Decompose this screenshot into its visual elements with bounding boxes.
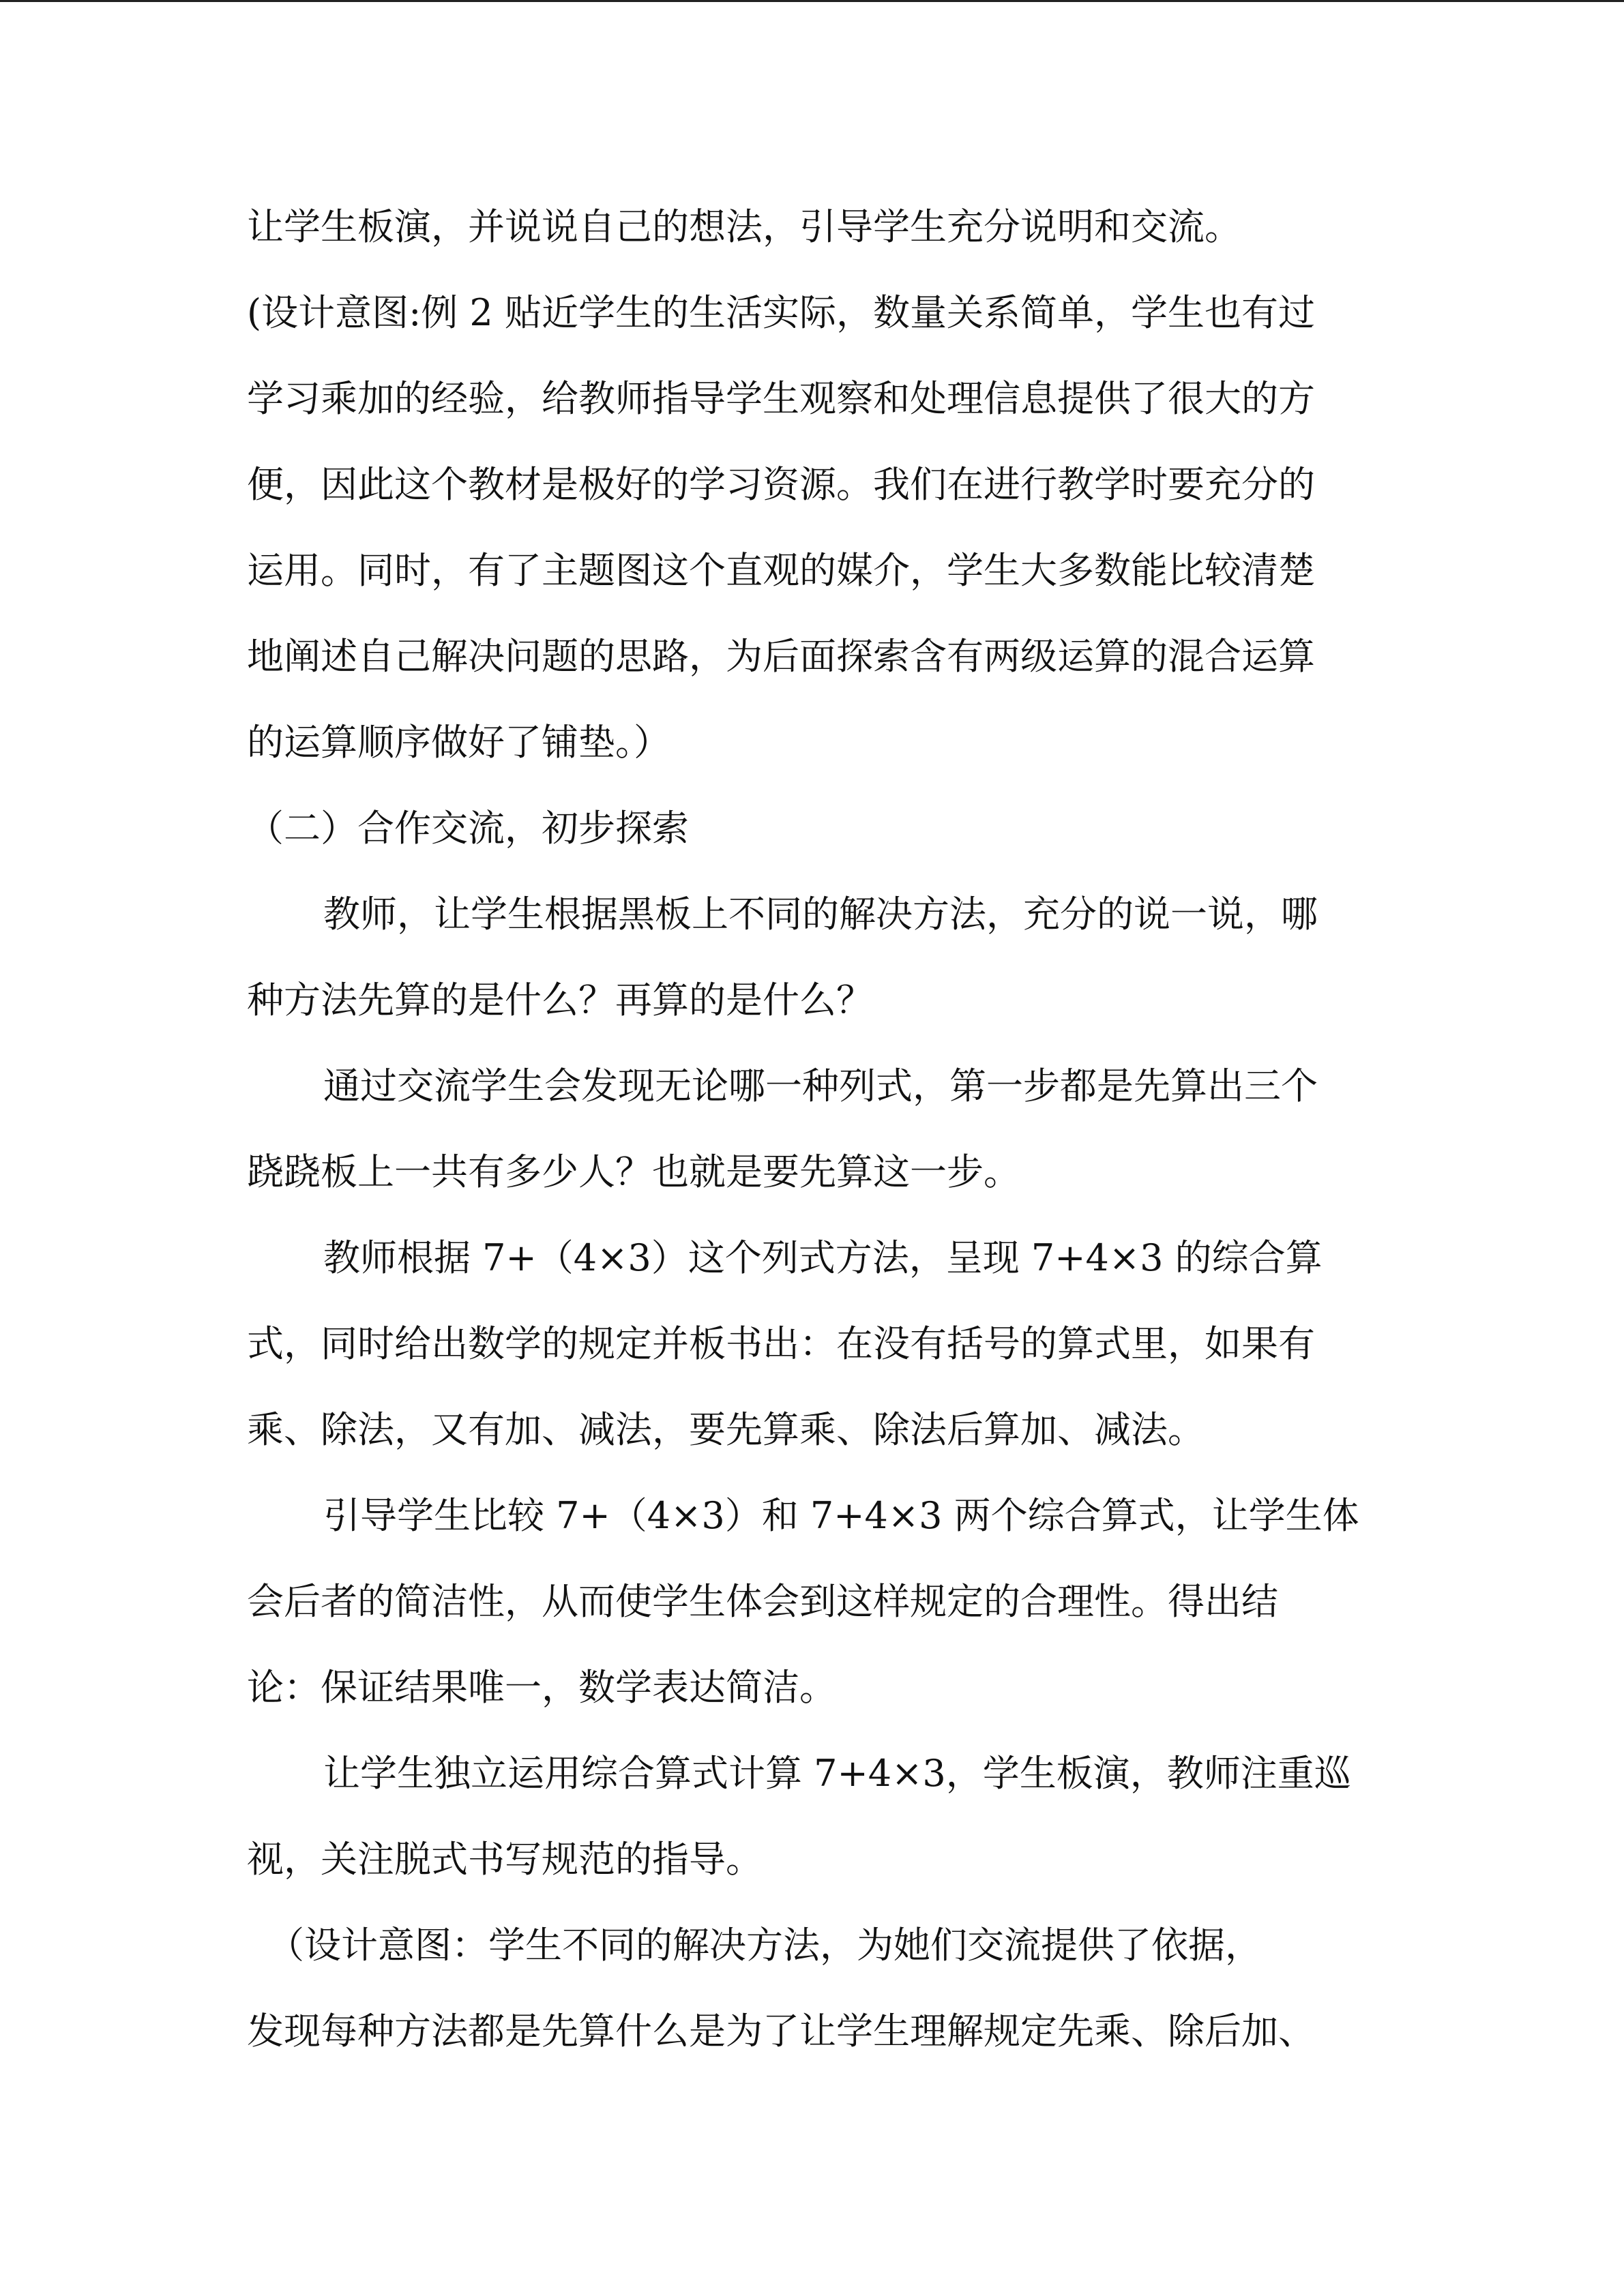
page-top-border xyxy=(0,0,1624,2)
text-line: 式，同时给出数学的规定并板书出：在没有括号的算式里，如果有 xyxy=(247,1322,1315,1365)
text-line: 发现每种方法都是先算什么是为了让学生理解规定先乘、除后加、 xyxy=(247,2010,1315,2053)
text-line: 视，关注脱式书写规范的指导。 xyxy=(247,1838,763,1881)
text-line: 引导学生比较 7+（4×3）和 7+4×3 两个综合算式，让学生体 xyxy=(323,1494,1359,1537)
section-heading: （二）合作交流，初步探索 xyxy=(247,807,689,850)
text-line: 种方法先算的是什么？再算的是什么？ xyxy=(247,979,873,1022)
text-line: 跷跷板上一共有多少人？也就是要先算这一步。 xyxy=(247,1150,1020,1193)
text-line: （设计意图：学生不同的解决方法，为她们交流提供了依据， xyxy=(267,1924,1262,1967)
text-line: 运用。同时，有了主题图这个直观的媒介，学生大多数能比较清楚 xyxy=(247,549,1315,592)
text-line: 的运算顺序做好了铺垫。） xyxy=(247,721,670,764)
text-line: (设计意图:例 2 贴近学生的生活实际，数量关系简单，学生也有过 xyxy=(247,291,1315,334)
text-line: 教师，让学生根据黑板上不同的解决方法，充分的说一说，哪 xyxy=(323,893,1318,936)
text-line: 让学生独立运用综合算式计算 7+4×3，学生板演，教师注重巡 xyxy=(323,1752,1351,1795)
text-line: 会后者的简洁性，从而使学生体会到这样规定的合理性。得出结 xyxy=(247,1580,1278,1623)
text-line: 让学生板演，并说说自己的想法，引导学生充分说明和交流。 xyxy=(247,205,1241,248)
text-line: 学习乘加的经验，给教师指导学生观察和处理信息提供了很大的方 xyxy=(247,377,1315,420)
text-line: 地阐述自己解决问题的思路，为后面探索含有两级运算的混合运算 xyxy=(247,635,1315,678)
text-line: 论：保证结果唯一，数学表达简洁。 xyxy=(247,1666,836,1709)
text-line: 通过交流学生会发现无论哪一种列式，第一步都是先算出三个 xyxy=(323,1064,1318,1107)
text-line: 便，因此这个教材是极好的学习资源。我们在进行教学时要充分的 xyxy=(247,463,1315,506)
text-line: 教师根据 7+（4×3）这个列式方法，呈现 7+4×3 的综合算 xyxy=(323,1236,1323,1279)
text-line: 乘、除法，又有加、减法，要先算乘、除法后算加、减法。 xyxy=(247,1408,1205,1451)
